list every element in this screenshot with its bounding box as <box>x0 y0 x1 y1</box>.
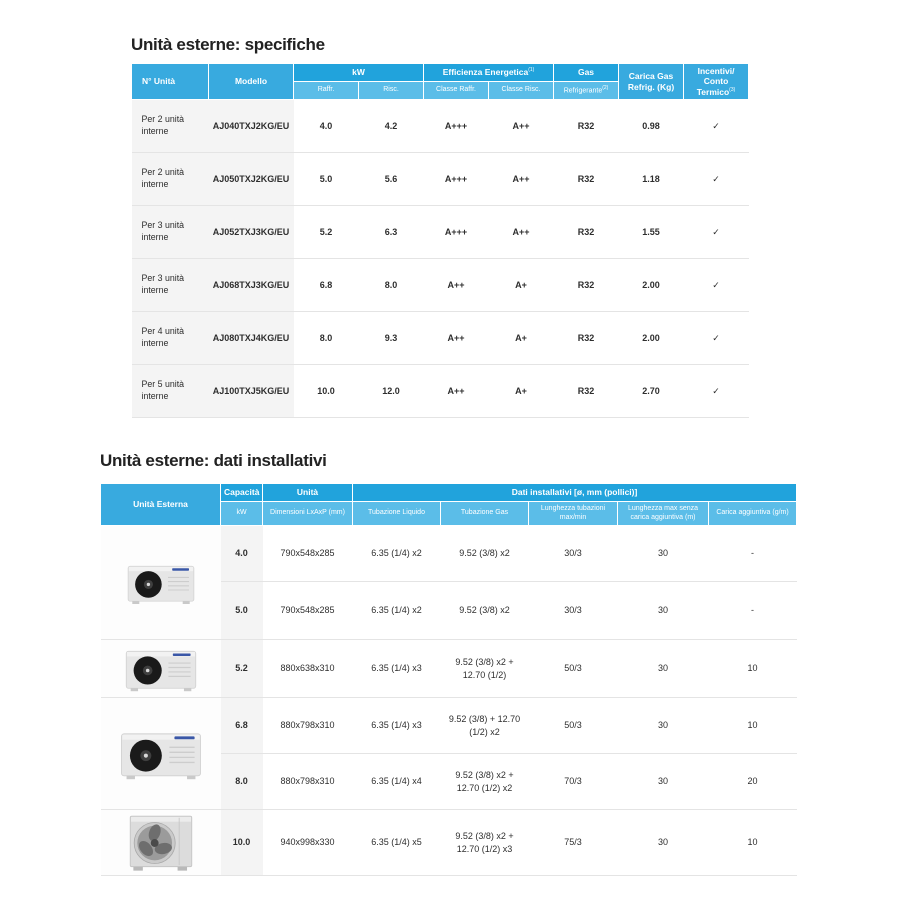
cell-dimensioni: 790x548x285 <box>263 526 353 582</box>
cell-tubazione-liquido: 6.35 (1/4) x3 <box>353 640 441 698</box>
outdoor-unit-side-fan-small-icon <box>126 560 196 606</box>
cell-classe-risc: A+ <box>489 312 554 365</box>
cell-classe-raffr: A+++ <box>424 153 489 206</box>
col-header-gas: Gas <box>554 64 619 82</box>
cell-modello: AJ050TXJ2KG/EU <box>209 153 294 206</box>
cell-carica-aggiuntiva: 10 <box>709 810 797 876</box>
incentivi-line1: Incentivi/ <box>697 65 735 76</box>
cell-dimensioni: 880x798x310 <box>263 754 353 810</box>
cell-tubazione-liquido: 6.35 (1/4) x2 <box>353 582 441 640</box>
col-header-efficienza <box>424 64 554 82</box>
cell-capacita: 5.2 <box>221 640 263 698</box>
cell-n-unita: Per 3 unità interne <box>132 259 209 312</box>
cell-n-unita: Per 2 unità interne <box>132 153 209 206</box>
cell-carica-aggiuntiva: - <box>709 526 797 582</box>
cell-classe-risc: A++ <box>489 100 554 153</box>
cell-tubazione-liquido: 6.35 (1/4) x2 <box>353 526 441 582</box>
cell-tubazione-gas: 9.52 (3/8) x2 + 12.70 (1/2) <box>441 640 529 698</box>
table-row <box>101 698 797 754</box>
subcol-header-classe-raffr: Classe Raffr. <box>424 82 489 100</box>
cell-tubazione-gas: 9.52 (3/8) x2 + 12.70 (1/2) x2 <box>441 754 529 810</box>
cell-modello: AJ052TXJ3KG/EU <box>209 206 294 259</box>
subcol-header-risc: Risc. <box>359 82 424 100</box>
cell-tubazione-gas: 9.52 (3/8) + 12.70 (1/2) x2 <box>441 698 529 754</box>
carica-gas-line2: Refrig. (Kg) <box>627 81 675 92</box>
cell-carica-gas: 1.18 <box>619 153 684 206</box>
cell-carica-aggiuntiva: 20 <box>709 754 797 810</box>
cell-modello: AJ040TXJ2KG/EU <box>209 100 294 153</box>
table-row <box>101 640 797 698</box>
cell-n-unita: Per 5 unità interne <box>132 365 209 418</box>
col-header-dati-installativi: Dati installativi [ø, mm (pollici)] <box>353 484 797 502</box>
cell-lunghezza-max: 30 <box>618 640 709 698</box>
cell-classe-raffr: A++ <box>424 259 489 312</box>
unit-image-cell <box>101 698 221 810</box>
cell-kw-risc: 12.0 <box>359 365 424 418</box>
cell-kw-raffr: 10.0 <box>294 365 359 418</box>
cell-modello: AJ068TXJ3KG/EU <box>209 259 294 312</box>
cell-lunghezza-max: 30 <box>618 754 709 810</box>
cell-carica-gas: 2.00 <box>619 312 684 365</box>
unit-image-cell <box>101 640 221 698</box>
cell-lunghezza-tubazioni: 70/3 <box>529 754 618 810</box>
table-row <box>101 810 797 876</box>
cell-classe-raffr: A++ <box>424 365 489 418</box>
cell-lunghezza-max: 30 <box>618 582 709 640</box>
cell-classe-risc: A+ <box>489 365 554 418</box>
cell-lunghezza-max: 30 <box>618 698 709 754</box>
cell-gas: R32 <box>554 365 619 418</box>
cell-n-unita: Per 2 unità interne <box>132 100 209 153</box>
cell-classe-raffr: A++ <box>424 312 489 365</box>
subcol-header-tubazione-liquido: Tubazione Liquido <box>353 502 441 526</box>
outdoor-unit-side-fan-large-icon <box>119 726 203 782</box>
cell-capacita: 8.0 <box>221 754 263 810</box>
subcol-header-carica-aggiuntiva: Carica aggiuntiva (g/m) <box>709 502 797 526</box>
cell-gas: R32 <box>554 206 619 259</box>
cell-gas: R32 <box>554 100 619 153</box>
subcol-header-classe-risc: Classe Risc. <box>489 82 554 100</box>
cell-incentivi-check: ✓ <box>684 365 749 418</box>
col-header-kw: kW <box>294 64 424 82</box>
col-header-carica-gas <box>619 64 684 100</box>
cell-carica-gas: 1.55 <box>619 206 684 259</box>
col-header-incentivi <box>684 64 749 100</box>
cell-gas: R32 <box>554 312 619 365</box>
cell-kw-raffr: 4.0 <box>294 100 359 153</box>
cell-kw-risc: 5.6 <box>359 153 424 206</box>
refrigerante-footnote-mark: (2) <box>602 84 609 91</box>
cell-incentivi-check: ✓ <box>684 312 749 365</box>
cell-dimensioni: 880x798x310 <box>263 698 353 754</box>
cell-incentivi-check: ✓ <box>684 259 749 312</box>
cell-gas: R32 <box>554 259 619 312</box>
subcol-header-dimensioni: Dimensioni LxAxP (mm) <box>263 502 353 526</box>
subcol-header-tubazione-gas: Tubazione Gas <box>441 502 529 526</box>
cell-lunghezza-tubazioni: 30/3 <box>529 526 618 582</box>
cell-n-unita: Per 3 unità interne <box>132 206 209 259</box>
table-row <box>132 206 749 259</box>
table-row <box>132 153 749 206</box>
incentivi-line2: Conto Termico$^{(3)}$ <box>696 76 736 97</box>
col-header-capacita: Capacità <box>221 484 263 502</box>
incentivi-footnote-mark: (3) <box>729 86 736 93</box>
cell-classe-risc: A++ <box>489 206 554 259</box>
cell-capacita: 5.0 <box>221 582 263 640</box>
cell-dimensioni: 880x638x310 <box>263 640 353 698</box>
cell-carica-gas: 2.00 <box>619 259 684 312</box>
cell-kw-risc: 8.0 <box>359 259 424 312</box>
cell-lunghezza-max: 30 <box>618 526 709 582</box>
cell-tubazione-liquido: 6.35 (1/4) x5 <box>353 810 441 876</box>
subcol-header-lunghezza-max: Lunghezza max senza carica aggiuntiva (m) <box>618 502 709 526</box>
cell-carica-aggiuntiva: 10 <box>709 698 797 754</box>
cell-lunghezza-max: 30 <box>618 810 709 876</box>
cell-incentivi-check: ✓ <box>684 206 749 259</box>
outdoor-unit-side-fan-medium-icon <box>124 645 198 693</box>
cell-dimensioni: 790x548x285 <box>263 582 353 640</box>
cell-kw-raffr: 5.2 <box>294 206 359 259</box>
unit-image-cell <box>101 526 221 640</box>
cell-carica-gas: 2.70 <box>619 365 684 418</box>
carica-gas-line1: Carica Gas <box>628 70 674 81</box>
subcol-header-refrigerante: Refrigerante$^{(2)}$ <box>554 82 619 100</box>
cell-lunghezza-tubazioni: 75/3 <box>529 810 618 876</box>
cell-kw-raffr: 5.0 <box>294 153 359 206</box>
cell-kw-risc: 4.2 <box>359 100 424 153</box>
cell-carica-aggiuntiva: 10 <box>709 640 797 698</box>
cell-tubazione-gas: 9.52 (3/8) x2 <box>441 526 529 582</box>
table-row <box>132 100 749 153</box>
cell-tubazione-gas: 9.52 (3/8) x2 <box>441 582 529 640</box>
section-title-dati-installativi: Unità esterne: dati installativi <box>100 451 327 470</box>
cell-tubazione-liquido: 6.35 (1/4) x4 <box>353 754 441 810</box>
cell-lunghezza-tubazioni: 30/3 <box>529 582 618 640</box>
cell-tubazione-gas: 9.52 (3/8) x2 + 12.70 (1/2) x3 <box>441 810 529 876</box>
subcol-header-kw: kW <box>221 502 263 526</box>
cell-tubazione-liquido: 6.35 (1/4) x3 <box>353 698 441 754</box>
efficienza-footnote-mark: (1) <box>528 67 535 74</box>
cell-classe-raffr: A+++ <box>424 100 489 153</box>
cell-gas: R32 <box>554 153 619 206</box>
cell-n-unita: Per 4 unità interne <box>132 312 209 365</box>
table-row <box>101 526 797 582</box>
cell-incentivi-check: ✓ <box>684 153 749 206</box>
cell-incentivi-check: ✓ <box>684 100 749 153</box>
cell-kw-risc: 6.3 <box>359 206 424 259</box>
cell-kw-raffr: 8.0 <box>294 312 359 365</box>
col-header-unita: Unità <box>263 484 353 502</box>
table-row <box>132 365 749 418</box>
install-data-table <box>100 483 797 876</box>
col-header-modello: Modello <box>209 64 294 100</box>
cell-classe-risc: A+ <box>489 259 554 312</box>
cell-capacita: 10.0 <box>221 810 263 876</box>
subcol-header-raffr: Raffr. <box>294 82 359 100</box>
cell-dimensioni: 940x998x330 <box>263 810 353 876</box>
cell-capacita: 6.8 <box>221 698 263 754</box>
cell-classe-risc: A++ <box>489 153 554 206</box>
cell-modello: AJ080TXJ4KG/EU <box>209 312 294 365</box>
unit-image-cell <box>101 810 221 876</box>
table-row <box>132 259 749 312</box>
cell-carica-gas: 0.98 <box>619 100 684 153</box>
subcol-header-lunghezza-tubazioni: Lunghezza tubazioni max/min <box>529 502 618 526</box>
cell-kw-raffr: 6.8 <box>294 259 359 312</box>
col-header-unita-esterna: Unità Esterna <box>101 484 221 526</box>
cell-lunghezza-tubazioni: 50/3 <box>529 698 618 754</box>
outdoor-unit-front-grille-icon <box>125 813 197 873</box>
cell-kw-risc: 9.3 <box>359 312 424 365</box>
table-row <box>132 312 749 365</box>
section-title-specifiche: Unità esterne: specifiche <box>131 35 325 54</box>
cell-classe-raffr: A+++ <box>424 206 489 259</box>
efficienza-label: Efficienza Energetica <box>442 67 529 78</box>
cell-capacita: 4.0 <box>221 526 263 582</box>
cell-carica-aggiuntiva: - <box>709 582 797 640</box>
col-header-n-unita: N° Unità <box>132 64 209 100</box>
specs-table <box>131 63 749 418</box>
cell-lunghezza-tubazioni: 50/3 <box>529 640 618 698</box>
cell-modello: AJ100TXJ5KG/EU <box>209 365 294 418</box>
